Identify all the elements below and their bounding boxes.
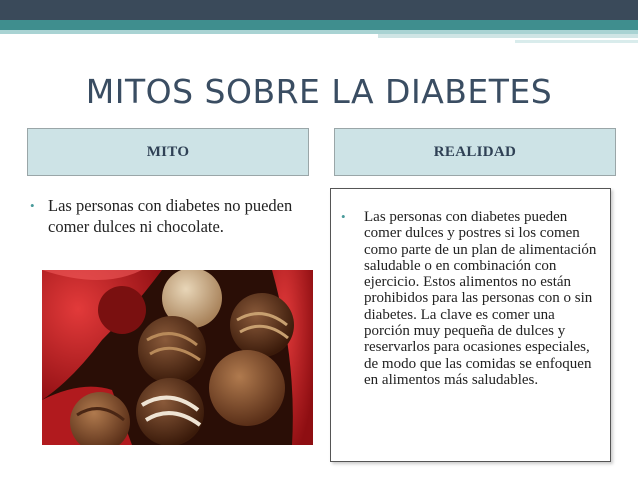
reality-header: REALIDAD bbox=[334, 128, 616, 176]
header-band-teal bbox=[0, 20, 638, 30]
myth-text: Las personas con diabetes no pueden comer dulces ni chocolate. bbox=[48, 196, 293, 236]
reality-text: Las personas con diabetes pueden comer dulces y postres si los comen como parte de un plan de alimentación saludable o en combinación con ejercicio. Estos alimentos no están prohibidos para las personas con o sin diabetes. La clave es comer una porción muy pequeña de dulces y reservarlos para ocasiones especiales, de modo que las comidas se enfoquen en alimentos más saludables. bbox=[364, 209, 597, 388]
chocolates-photo bbox=[42, 270, 313, 445]
reality-box bbox=[330, 188, 611, 462]
myth-text-block bbox=[30, 195, 305, 237]
myth-header: MITO bbox=[27, 128, 309, 176]
bullet-icon: • bbox=[30, 198, 35, 213]
reality-text-block bbox=[337, 209, 602, 388]
header-accent-segment bbox=[378, 34, 638, 38]
bullet-icon: • bbox=[341, 209, 346, 224]
header-accent-segment bbox=[515, 40, 638, 43]
header-band-dark bbox=[0, 0, 638, 20]
slide-title: MITOS SOBRE LA DIABETES bbox=[85, 72, 553, 111]
